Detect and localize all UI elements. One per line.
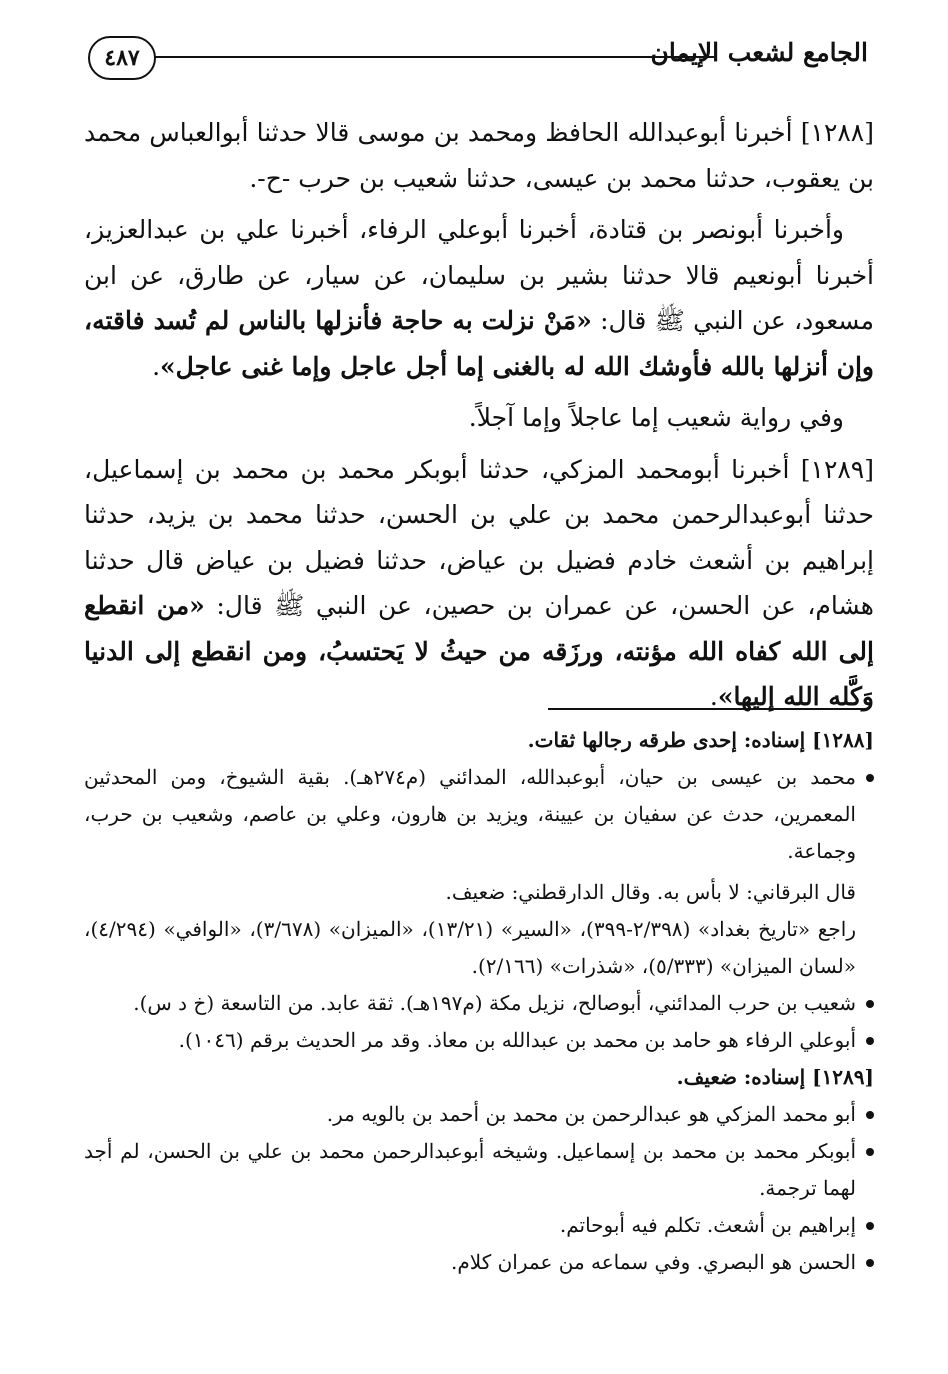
footnote-item-text: أبوبكر محمد بن محمد بن إسماعيل. وشيخه أبوعبدالرحمن محمد بن علي بن الحسن، لم أجد لهما ترجمة. bbox=[84, 1139, 856, 1200]
bullet-icon bbox=[866, 774, 874, 782]
footnote-1288-heading: [١٢٨٨] إسناده: إحدى طرقه رجالها ثقات. bbox=[527, 728, 874, 752]
footnote-1289-heading: [١٢٨٩] إسناده: ضعيف. bbox=[676, 1065, 874, 1089]
hadith-text-1288: «مَنْ نزلت به حاجة فأنزلها بالناس لم تُسد فاقته، وإن أنزلها بالله فأوشك الله له بالغنى إما أجل عاجل وإما غنى عاجل» bbox=[84, 306, 874, 381]
hadith-text-1289: «من انقطع إلى الله كفاه الله مؤنته، ورزَقه من حيثُ لا يَحتسبُ، ومن انقطع إلى الدنيا وَكَّله الله إليها» bbox=[84, 591, 874, 711]
footnote-item-text: محمد بن عيسى بن حيان، أبوعبدالله، المدائني (م٢٧٤هـ). بقية الشيوخ، ومن المحدثين المعمرين، حدث عن سفيان بن عيينة، ويزيد بن هارون، وعلي بن عاصم، وشعيب بن حرب، وجماعة. bbox=[84, 765, 856, 863]
footnotes bbox=[84, 722, 874, 1281]
footnote-note: قال البرقاني: لا بأس به. وقال الدارقطني: ضعيف. bbox=[445, 880, 856, 904]
period: . bbox=[709, 682, 718, 711]
footnote-1289-list bbox=[84, 1096, 874, 1281]
running-header bbox=[88, 32, 868, 88]
footnote-item-text: شعيب بن حرب المدائني، أبوصالح، نزيل مكة (م١٩٧هـ). ثقة عابد. من التاسعة (خ د س). bbox=[133, 991, 856, 1015]
bullet-icon bbox=[866, 1222, 874, 1230]
footnote-item bbox=[84, 1244, 874, 1281]
variant-note: وفي رواية شعيب إما عاجلاً وإما آجلاً. bbox=[468, 403, 844, 432]
footnote-1288-list bbox=[84, 759, 874, 870]
footnote-item-text: أبو محمد المزكي هو عبدالرحمن بن محمد بن أحمد بن بالويه مر. bbox=[326, 1102, 856, 1126]
footnote-item-text: إبراهيم بن أشعث. تكلم فيه أبوحاتم. bbox=[559, 1213, 856, 1237]
chain-text: وأخبرنا أبونصر بن قتادة، أخبرنا أبوعلي الرفاء، أخبرنا علي بن عبدالعزيز، أخبرنا أبونعيم قالا حدثنا بشير بن سليمان، عن سيار، عن طارق، عن ابن مسعود، عن النبي ﷺ قال: bbox=[84, 215, 874, 335]
bullet-icon bbox=[866, 1148, 874, 1156]
main-text bbox=[84, 110, 874, 726]
footnote-item bbox=[84, 1022, 874, 1059]
bullet-icon bbox=[866, 1259, 874, 1267]
chain-paragraph bbox=[84, 207, 874, 389]
footnote-item bbox=[84, 985, 874, 1022]
bullet-icon bbox=[866, 1037, 874, 1045]
bullet-icon bbox=[866, 1000, 874, 1008]
hadith-1288-paragraph: [١٢٨٨] أخبرنا أبوعبدالله الحافظ ومحمد بن موسى قالا حدثنا أبوالعباس محمد بن يعقوب، حدثنا محمد بن عيسى، حدثنا شعيب بن حرب -ح-. bbox=[84, 118, 874, 193]
footnote-1288-list-2 bbox=[84, 985, 874, 1059]
footnote-item bbox=[84, 759, 874, 870]
hadith-1289-paragraph bbox=[84, 447, 874, 720]
chain-text: [١٢٨٩] أخبرنا أبومحمد المزكي، حدثنا أبوبكر محمد بن محمد بن إسماعيل، حدثنا أبوعبدالرحمن محمد بن علي بن الحسن، حدثنا محمد بن يزيد، حدثنا إبراهيم بن أشعث خادم فضيل بن عياض، حدثنا فضيل بن عياض قال حدثنا هشام، عن الحسن، عن عمران بن حصين، عن النبي ﷺ قال: bbox=[84, 454, 874, 620]
footnote-separator bbox=[548, 708, 866, 710]
footnote-references: راجع «تاريخ بغداد» (٢/٣٩٨-٣٩٩)، «السير» (١٣/٢١)، «الميزان» (٣/٦٧٨)، «الوافي» (٤/٢٩٤)، «لسان الميزان» (٥/٣٣٣)، «شذرات» (٢/١٦٦). bbox=[84, 917, 856, 978]
footnote-item-text: الحسن هو البصري. وفي سماعه من عمران كلام. bbox=[451, 1250, 856, 1274]
footnote-item bbox=[84, 1207, 874, 1244]
bullet-icon bbox=[866, 1111, 874, 1119]
page-number: ٤٨٧ bbox=[88, 36, 156, 80]
footnote-item-text: أبوعلي الرفاء هو حامد بن محمد بن عبدالله بن معاذ. وقد مر الحديث برقم (١٠٤٦). bbox=[178, 1028, 856, 1052]
book-title: الجامع لشعب الإيمان bbox=[650, 38, 868, 67]
footnote-item bbox=[84, 1133, 874, 1207]
header-rule bbox=[154, 56, 714, 58]
period: . bbox=[152, 351, 161, 381]
footnote-item bbox=[84, 1096, 874, 1133]
